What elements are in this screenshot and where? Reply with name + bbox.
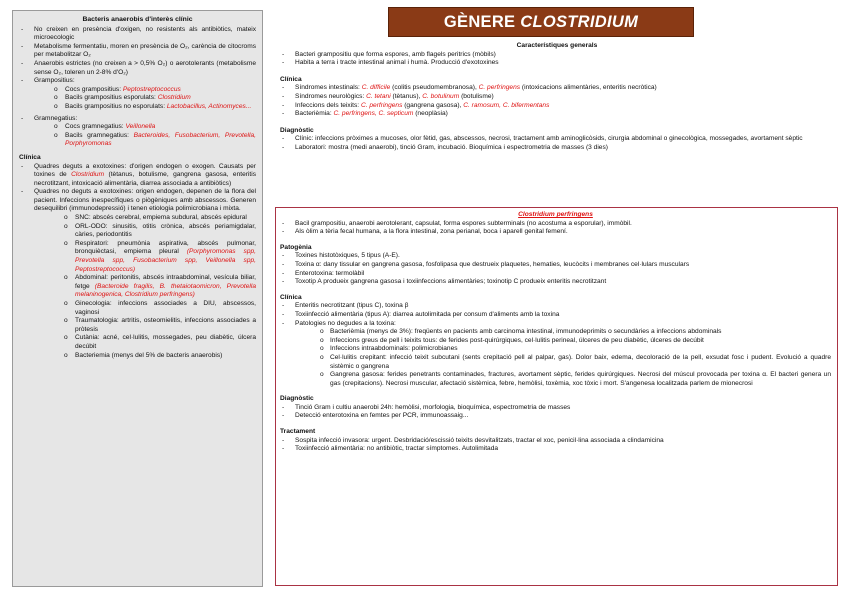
list-item: - Grampositius: o Cocs grampositius: Peptostreptococcus o Bacils grampositius esporulats: Clostridium o Bacils grampositius no esporulats: Lactobacillus, Actinomyces... (19, 77, 256, 111)
list-item: o Infeccions greus de pell i teixits tous: de ferides post-quirúrgiques, cel·lulitis perineal, úlceres de peu diabètic, úlceres de decúbit (320, 337, 831, 346)
section-heading: Patogènia (280, 243, 312, 251)
list-item: - Infeccions dels teixits: C. perfringens (gangrena gasosa), C. ramosum, C. bifermentans (280, 102, 834, 111)
list-item: - No creixen en presència d'oxigen, no resistents als antibiòtics, mateix microecologic (19, 26, 256, 43)
list-item: - Habita a terra i tracte intestinal animal i humà. Producció d'exotoxines (280, 59, 834, 68)
list-item: o Traumatologia: artritis, osteomielitis, infeccions associades a pròtesis (64, 317, 256, 334)
section-heading: Tractament (280, 428, 316, 436)
list-item: o ORL-ODO: sinusitis, otitis crònica, abscés periamigdalar, càries, periodontitis (64, 223, 256, 240)
list-item: - Quadres no deguts a exotoxines: origen endogen, depenen de la flora del pacient. Infeccions inespecífiques o piògèniques amb abscessos. Generen desequilibri (immunodepressió) i tenen etiologia polimicrobiana i mixta. o SNC: abscés cerebral, empiema subdural, abscés epidural o ORL-ODO: sinusitis, otitis crònica, abscés periamigdalar, càries, periodontitis o Respiratori: pneumònia aspirativa, abscés pulmonar, bronquièctasi, empiema pleural (Porphyromonas spp, Prevotella spp, Fusobacterium spp, Veillonella spp, Peptostreptococcus) o Abdominal: peritonitis, abscés intraabdominal, vesícula biliar, fetge (Bacteroide fragilis, B. thetaiotaomicron, Prevotella melaninogenica, Clostridium perfringens) o Ginecologia: infeccions associades a DIU, abscessos, vaginosi o Traumatologia: artritis, osteomielitis, infeccions associades a pròtesis o Cutània: acné, cel·lulitis, mossegades, peu diabètic, úlcera decúbit o Bacteriemia (menys del 5% de bacteris anaerobis) (19, 188, 256, 360)
list-item: - Laboratori: mostra (medi anaerobi), tinció Gram, incubació. Bioquímica i espectrometria de masses (3 dies) (280, 144, 834, 153)
list-item: o Bacterièmia (menys de 3%): freqüents en pacients amb carcinoma intestinal, immunodeprimits o secundàries a infeccions abdominals (320, 328, 831, 337)
list-item: o Cocs grampositius: Peptostreptococcus (54, 86, 256, 95)
list-item: - Bacil grampositiu, anaerobi aerotolerant, capsulat, forma espores subterminals (no acostuma a esporular), immòbil. (280, 220, 831, 229)
list-item: - Bacterièmia: C. perfringens, C. septicum (neoplàsia) (280, 110, 834, 119)
list-item: - Anaerobis estrictes (no creixen a > 0,5% O₂) o aerotolerants (metabolisme sense O₂, toleren un 2-8% d'O₂) (19, 60, 256, 77)
list-item: - Bacteri grampositiu que forma espores, amb flagels peritrics (mòbils) (280, 51, 834, 60)
list-item: - Toxina α: dany tissular en gangrena gasosa, fosfolipasa que destrueix plaquetes, hematies, leucòcits i membranes cel·lulars musculars (280, 261, 831, 270)
list-item: o Respiratori: pneumònia aspirativa, abscés pulmonar, bronquièctasi, empiema pleural (Porphyromonas spp, Prevotella spp, Fusobacterium spp, Veillonella spp, Peptostreptococcus) (64, 240, 256, 274)
section-heading: Clínica (280, 293, 302, 301)
list-item: o Ginecologia: infeccions associades a DIU, abscessos, vaginosi (64, 300, 256, 317)
section-heading: Característiques generals (516, 42, 598, 49)
list-item: - Toxiinfecció alimentària (tipus A): diarrea autolimitada per consum d'aliments amb la toxina (280, 311, 831, 320)
general-section (280, 42, 834, 153)
section-heading: Clínica (280, 75, 302, 83)
list-item: o Abdominal: peritonitis, abscés intraabdominal, vesícula biliar, fetge (Bacteroide fragilis, B. thetaiotaomicron, Prevotella melaninogenica, Clostridium perfringens) (64, 274, 256, 300)
list-item: o SNC: abscés cerebral, empiema subdural, abscés epidural (64, 214, 256, 223)
list-item: o Cocs gramnegatius: Veillonella (54, 123, 256, 132)
list-item: o Bacteriemia (menys del 5% de bacteris anaerobis) (64, 352, 256, 361)
panel-title: Clostridium perfringens (518, 211, 593, 218)
list-item: - Tinció Gram i cultiu anaerobi 24h: hemòlisi, morfologia, bioquímica, espectrometria de masses (280, 404, 831, 413)
anaerobes-panel (12, 10, 263, 587)
list-item: - Detecció enterotoxina en femtes per PCR, immunoassaig... (280, 412, 831, 421)
list-item: o Bacils gramnegatius: Bacteroides, Fusobacterium, Prevotella, Porphyromonas (54, 132, 256, 149)
genus-title-banner (388, 7, 694, 37)
list-item: - Toxiinfecció alimentària: no antibiòtic, tractar símptomes. Autolimitada (280, 445, 831, 454)
list-item: o Gangrena gasosa: ferides penetrants contaminades, fractures, avortament sèptic, ferides quirúrgiques. Necrosi del múscul provocada per toxina α. El bacteri genera un gas (crepitacions). Necrosi muscular, afectació sistèmica, febre, hemòlisi, toxèmia, xoc tòxic i mort. S'angenesa localitzada parlem de mionecrosi (320, 371, 831, 388)
list-item: o Cutània: acné, cel·lulitis, mossegades, peu diabètic, úlcera decúbit (64, 334, 256, 351)
list-item: - Als òlim a tèria fecal humana, a la flora intestinal, zona perianal, boca i aparell genital femení. (280, 228, 831, 237)
section-heading: Diagnòstic (280, 126, 314, 134)
list-item: - Patologies no degudes a la toxina: o Bacterièmia (menys de 3%): freqüents en pacients amb carcinoma intestinal, immunodeprimits o secundàries a infeccions abdominals o Infeccions greus de pell i teixits tous: de ferides post-quirúrgiques, cel·lulitis perineal, úlceres de peu diabètic, úlceres de decúbit o Infeccions intraabdominals: polimicrobianes o Cel·lulitis crepitant: infecció teixit subcutani (sents crepitació pell al palpar, gas). Dolor baix, edema, decoloració de la pell, exsudat fosc i pudent. Evolució a quadre sistèmic o gangrena o Gangrena gasosa: ferides penetrants contaminades, fractures, avortament sèptic, ferides quirúrgiques. Necrosi del múscul provocada per toxina α. El bacteri genera un gas (crepitacions). Necrosi muscular, afectació sistèmica, febre, hemòlisi, toxèmia, xoc tòxic i mort. S'angenesa localitzada parlem de mionecrosi (280, 320, 831, 389)
list-item: - Quadres deguts a exotoxines: d'origen endogen o exogen. Causats per toxines de Clostridium (tètanus, botulisme, gangrena gasosa, enteritis necrotitzant, intoxicació alimentària, diarrea associada a antibiòtics) (19, 163, 256, 189)
list-item: o Bacils grampositius esporulats: Clostridium (54, 94, 256, 103)
section-heading: Clínica (19, 153, 41, 161)
page-title: GÈNERE CLOSTRIDIUM (443, 13, 639, 31)
list-item: - Toxines histotòxiques, 5 tipus (A-E). (280, 252, 831, 261)
panel-title: Bacteris anaerobis d'interès clínic (82, 16, 193, 23)
list-item: - Enteritis necrotitzant (tipus C), toxina β (280, 302, 831, 311)
list-item: - Gramnegatius: o Cocs gramnegatius: Veillonella o Bacils gramnegatius: Bacteroides, Fusobacterium, Prevotella, Porphyromonas (19, 115, 256, 149)
list-item: - Toxotip A produeix gangrena gasosa i toxiinfeccions alimentàries; toxinotip C produeix enteritis necrotitzant (280, 278, 831, 287)
list-item: - Enterotoxina: termolàbil (280, 270, 831, 279)
perfringens-panel (275, 207, 838, 586)
list-item: - Metabolisme fermentatiu, moren en presència de O₂, carència de citocroms per metabolitzar O₂ (19, 43, 256, 60)
list-item: - Sospita infecció invasora: urgent. Desbridació/escissió teixits desvitalitzats, tractar el xoc, penicil·lina associada a clindamicina (280, 437, 831, 446)
list-item: o Infeccions intraabdominals: polimicrobianes (320, 345, 831, 354)
list-item: o Cel·lulitis crepitant: infecció teixit subcutani (sents crepitació pell al palpar, gas). Dolor baix, edema, decoloració de la pell, exsudat fosc i pudent. Evolució a quadre sistèmic o gangrena (320, 354, 831, 371)
list-item: - Clínic: infeccions pròximes a mucoses, olor fètid, gas, abscessos, necrosi, tractament amb aminoglicòsids, cirurgia abdominal o ginecològica, mossegades, avortament sèptic (280, 135, 834, 144)
list-item: o Bacils grampositius no esporulats: Lactobacillus, Actinomyces... (54, 103, 256, 112)
list-item: - Síndromes neurològics: C. tetani (tètanus), C. botulinum (botulisme) (280, 93, 834, 102)
list-item: - Síndromes intestinals: C. difficile (colitis pseudomembranosa), C. perfringens (intoxicacions alimentàries, enteritis necròtica) (280, 84, 834, 93)
section-heading: Diagnòstic (280, 395, 314, 403)
